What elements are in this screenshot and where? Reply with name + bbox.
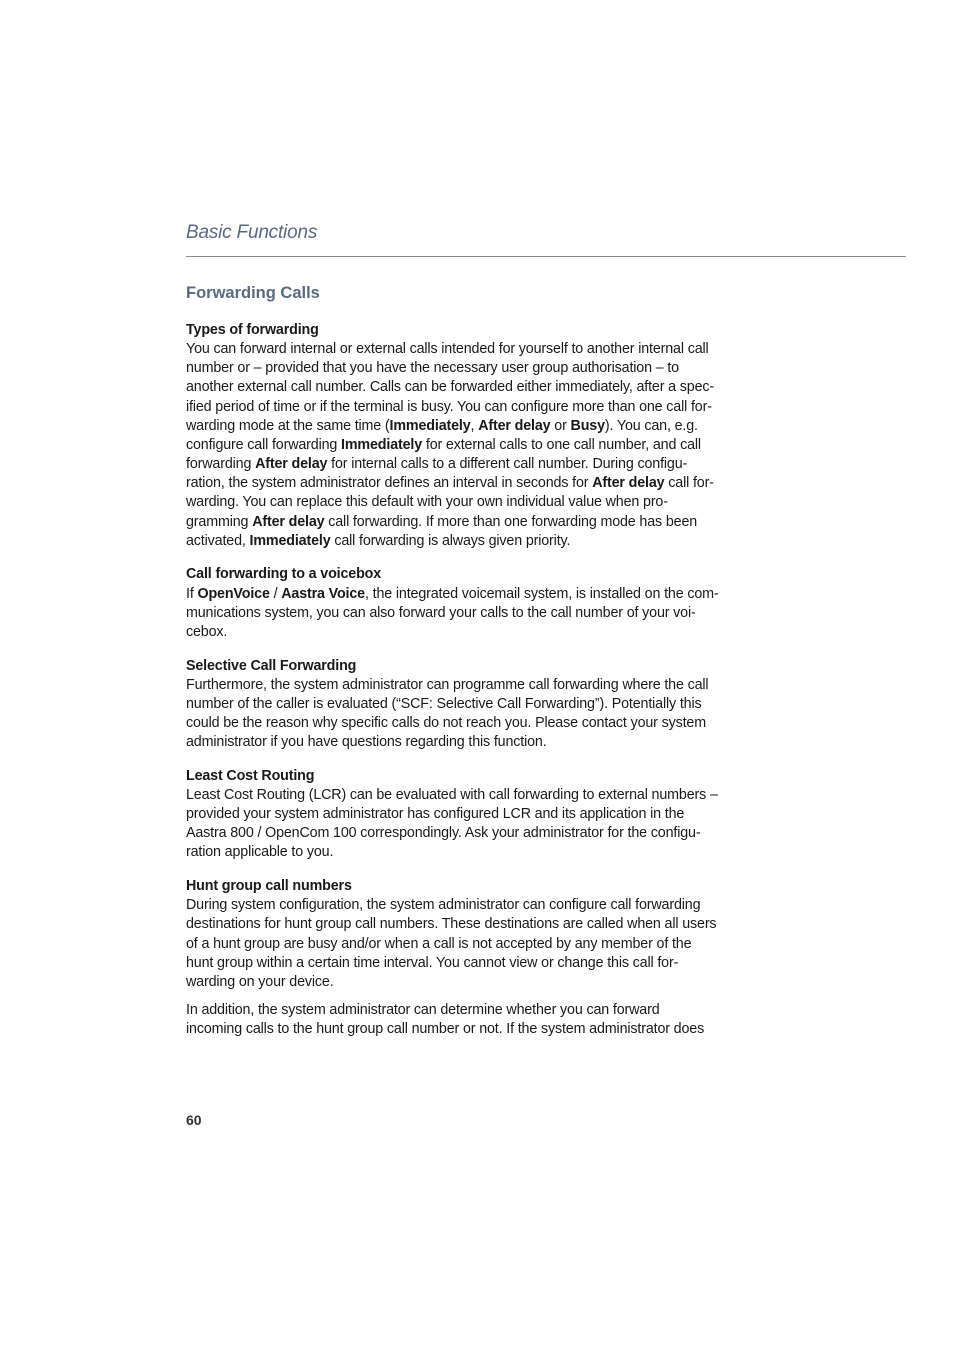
text-line: Furthermore, the system administrator can programme call forwarding where the call [186, 676, 709, 693]
text-line: destinations for hunt group call numbers. These destinations are called when all users [186, 916, 717, 933]
text-line: munications system, you can also forward your calls to the call number of your voi- [186, 604, 696, 621]
text-line: ration applicable to you. [186, 844, 334, 861]
text-line: Aastra 800 / OpenCom 100 correspondingly. Ask your administrator for the configu- [186, 825, 701, 842]
text-line: warding on your device. [186, 973, 334, 990]
text-line: could be the reason why specific calls do not reach you. Please contact your system [186, 714, 706, 731]
text-line: If OpenVoice / Aastra Voice, the integrated voicemail system, is installed on the com- [186, 585, 719, 602]
text-line: number of the caller is evaluated (“SCF: Selective Call Forwarding”). Potentially this [186, 695, 702, 712]
text-line: provided your system administrator has configured LCR and its application in the [186, 806, 685, 823]
hunt-heading: Hunt group call numbers [186, 878, 352, 895]
text-line: of a hunt group are busy and/or when a call is not accepted by any member of the [186, 935, 692, 952]
voicebox-block [186, 565, 758, 642]
text-line: forwarding After delay for internal calls to a different call number. During configu- [186, 456, 688, 473]
text-line: warding. You can replace this default with your own individual value when pro- [186, 494, 668, 511]
text-line: administrator if you have questions regarding this function. [186, 734, 547, 751]
text-line: hunt group within a certain time interval. You cannot view or change this call for- [186, 954, 679, 971]
body-content [186, 321, 758, 1054]
types-of-forwarding-block [186, 321, 758, 551]
text-line: ration, the system administrator defines an interval in seconds for After delay call for- [186, 475, 714, 492]
lcr-heading: Least Cost Routing [186, 767, 315, 784]
text-line: During system configuration, the system administrator can configure call forwarding [186, 897, 701, 914]
text-line: You can forward internal or external calls intended for yourself to another internal call [186, 341, 709, 358]
selective-heading: Selective Call Forwarding [186, 657, 357, 674]
text-line: cebox. [186, 623, 228, 640]
text-line: ified period of time or if the terminal is busy. You can configure more than one call for- [186, 398, 712, 415]
text-line: number or – provided that you have the necessary user group authorisation – to [186, 360, 679, 377]
lcr-block [186, 767, 758, 863]
page-number: 60 [186, 1112, 202, 1128]
text-line: activated, Immediately call forwarding is always given priority. [186, 532, 571, 549]
text-line: In addition, the system administrator can determine whether you can forward [186, 1002, 660, 1018]
text-line: warding mode at the same time (Immediately, After delay or Busy). You can, e.g. [186, 417, 698, 434]
section-title: Forwarding Calls [186, 284, 320, 302]
text-line: gramming After delay call forwarding. If more than one forwarding mode has been [186, 513, 698, 530]
text-line: another external call number. Calls can be forwarded either immediately, after a spec- [186, 379, 715, 396]
hunt-group-block [186, 877, 758, 992]
text-line: Least Cost Routing (LCR) can be evaluated with call forwarding to external numbers – [186, 786, 718, 803]
voicebox-heading: Call forwarding to a voicebox [186, 566, 382, 583]
selective-block [186, 657, 758, 753]
text-line: configure call forwarding Immediately for external calls to one call number, and call [186, 436, 701, 453]
types-heading: Types of forwarding [186, 322, 319, 338]
text-line: incoming calls to the hunt group call number or not. If the system administrator does [186, 1021, 705, 1038]
hunt-group-paragraph-2 [186, 1001, 758, 1039]
header-divider [186, 256, 906, 257]
running-header: Basic Functions [186, 222, 318, 243]
